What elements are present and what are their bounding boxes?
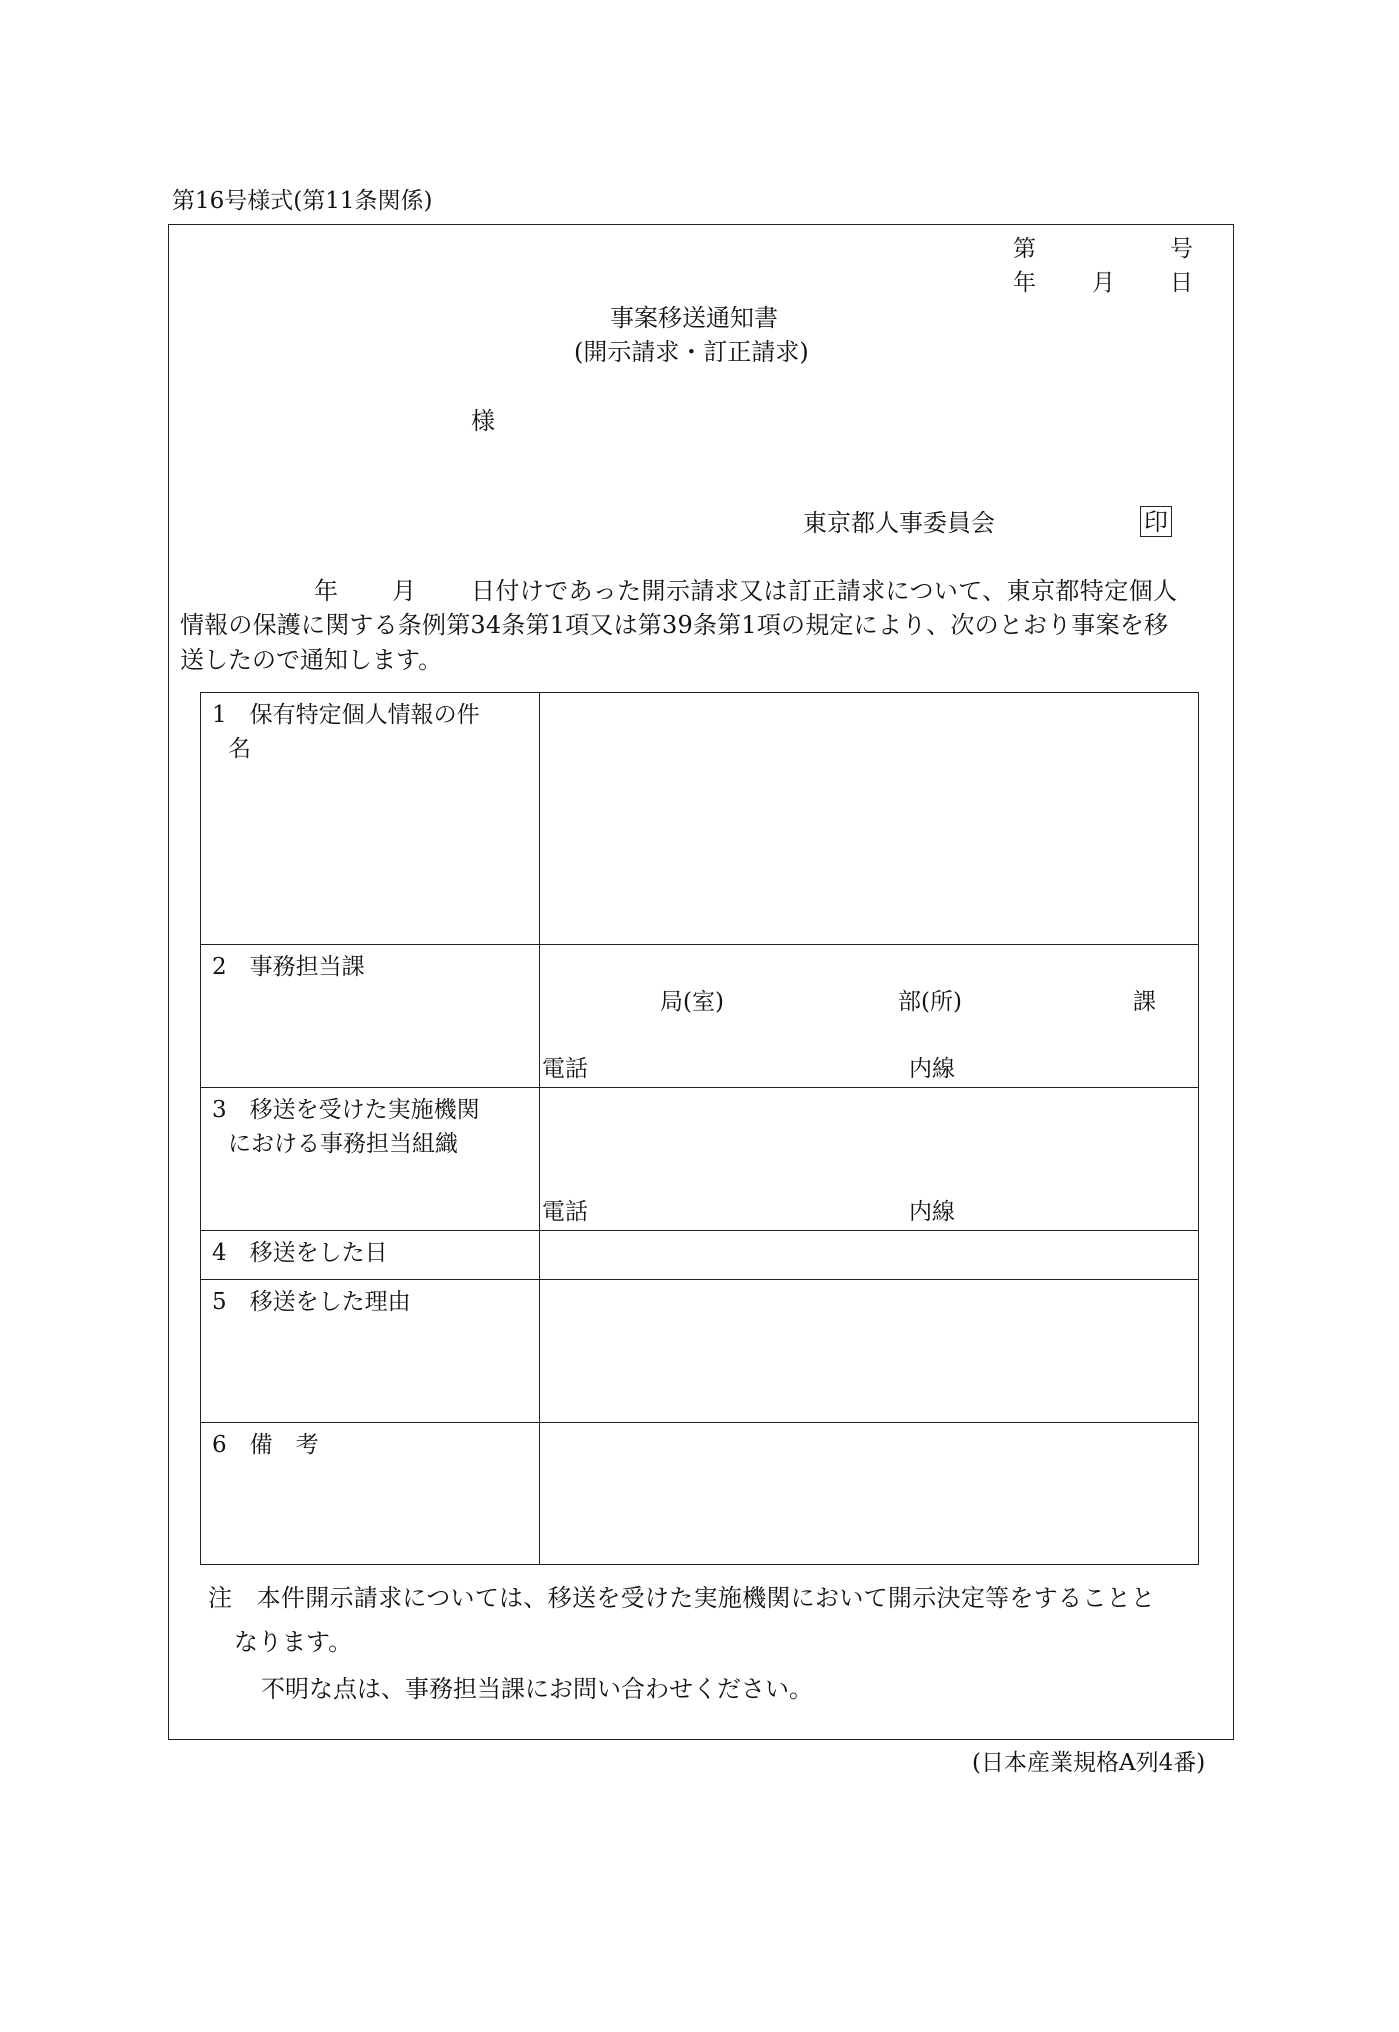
- row5-label: 5 移送をした理由: [212, 1289, 411, 1315]
- row3-phone-label: 電話: [542, 1199, 588, 1225]
- sender-name: 東京都人事委員会: [803, 509, 995, 537]
- body-date-year: 年: [314, 577, 338, 605]
- row2-label: 2 事務担当課: [212, 954, 365, 980]
- row2-section: 課: [1133, 989, 1156, 1015]
- body-line-3: 送したので通知します。: [180, 646, 443, 674]
- document-number-suffix: 号: [1170, 236, 1193, 262]
- row2-department: 部(所): [898, 989, 962, 1015]
- row3-label-line1: 3 移送を受けた実施機関: [212, 1097, 480, 1123]
- row4-label: 4 移送をした日: [212, 1240, 388, 1266]
- table-row-divider: [200, 1087, 1199, 1088]
- body-line-1: 日付けであった開示請求又は訂正請求について、東京都特定個人: [471, 577, 1178, 605]
- addressee-honorific: 様: [471, 407, 495, 435]
- note-line-2: なります。: [234, 1628, 353, 1656]
- row6-label: 6 備 考: [212, 1432, 319, 1458]
- row3-label-line2: における事務担当組織: [228, 1131, 458, 1157]
- table-column-divider: [539, 692, 540, 1565]
- row2-bureau: 局(室): [660, 989, 724, 1015]
- document-title: 事案移送通知書: [610, 304, 778, 332]
- document-subtitle: (開示請求・訂正請求): [574, 338, 809, 366]
- row1-label-line2: 名: [228, 736, 251, 762]
- note-line-3: 不明な点は、事務担当課にお問い合わせください。: [261, 1675, 813, 1703]
- seal-mark: 印: [1140, 506, 1172, 537]
- row2-phone-label: 電話: [542, 1056, 588, 1082]
- table-row-divider: [200, 944, 1199, 945]
- note-line-1: 注 本件開示請求については、移送を受けた実施機関において開示決定等をすることと: [208, 1584, 1156, 1612]
- row2-extension-label: 内線: [909, 1056, 955, 1082]
- body-date-month: 月: [392, 577, 416, 605]
- table-row-divider: [200, 1279, 1199, 1280]
- body-line-2: 情報の保護に関する条例第34条第1項又は第39条第1項の規定により、次のとおり事案を移: [180, 611, 1169, 639]
- date-day: 日: [1170, 270, 1193, 296]
- table-row-divider: [200, 1422, 1199, 1423]
- details-table: [200, 692, 1199, 1565]
- date-month: 月: [1092, 270, 1115, 296]
- table-row-divider: [200, 1230, 1199, 1231]
- document-number-prefix: 第: [1013, 236, 1036, 262]
- date-year: 年: [1013, 270, 1036, 296]
- row3-extension-label: 内線: [909, 1199, 955, 1225]
- row1-label-line1: 1 保有特定個人情報の件: [212, 702, 480, 728]
- form-number: 第16号様式(第11条関係): [172, 188, 433, 214]
- paper-size-note: (日本産業規格A列4番): [972, 1750, 1206, 1776]
